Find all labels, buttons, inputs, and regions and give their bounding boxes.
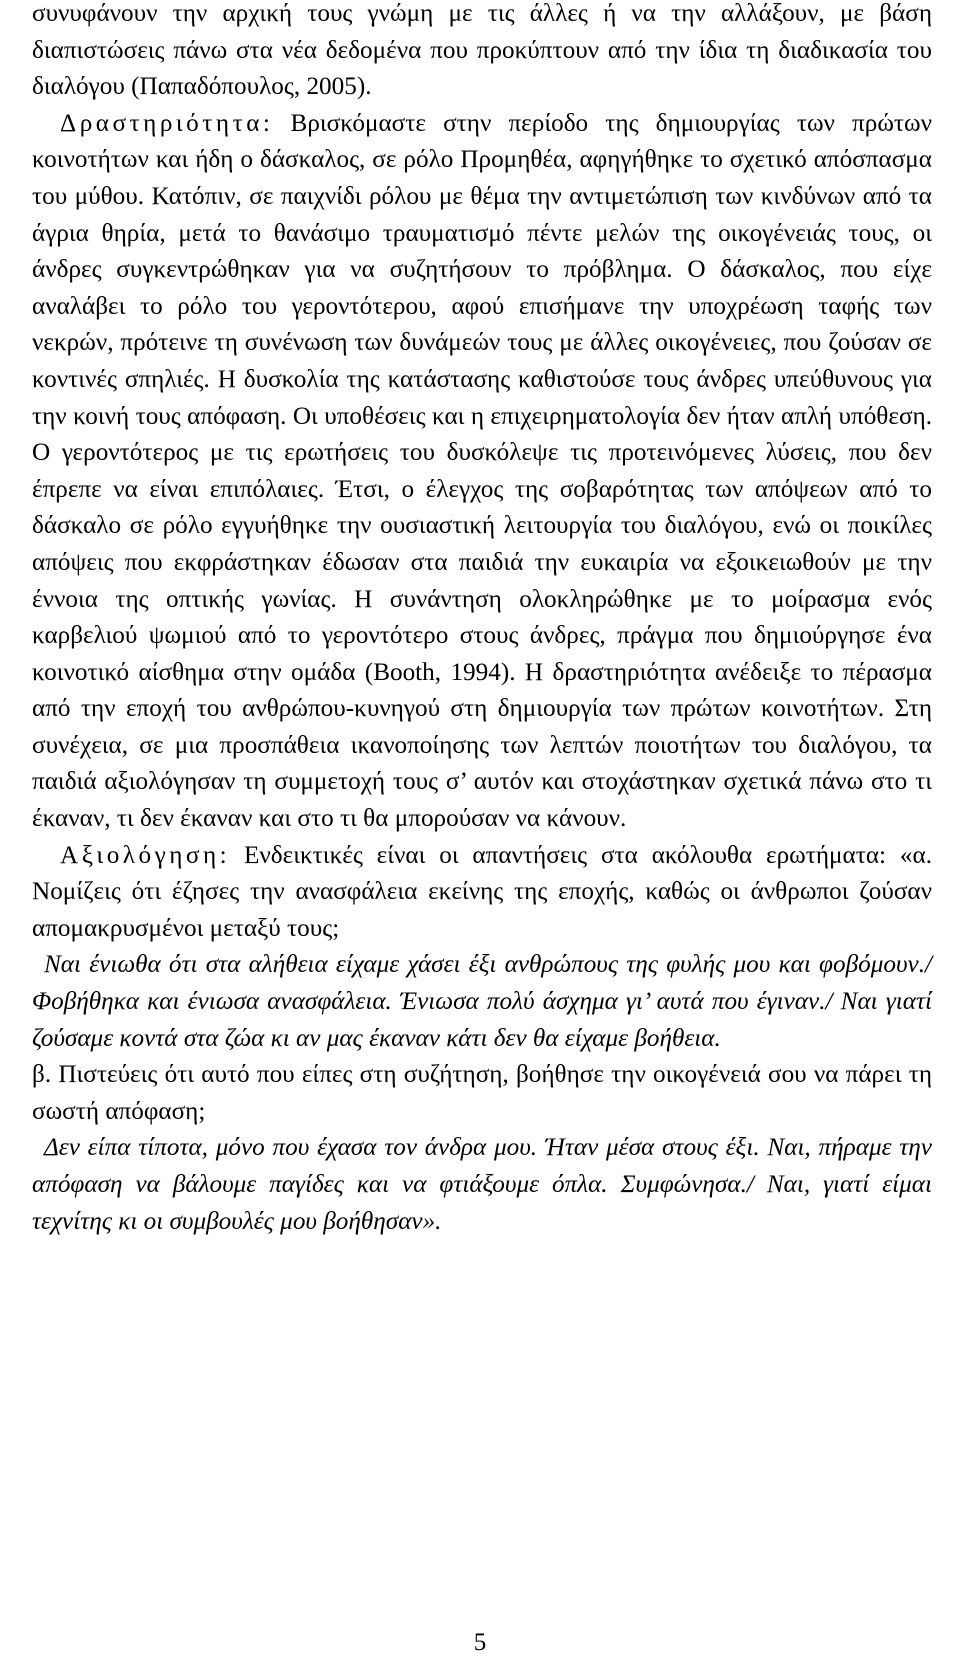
question-b-paragraph: β. Πιστεύεις ότι αυτό που είπες στη συζήτηση, βοήθησε την οικογένειά σου να πάρει τη σωστή απόφαση;: [32, 1061, 932, 1125]
answer-a-paragraph: Ναι ένιωθα ότι στα αλήθεια είχαμε χάσει έξι ανθρώπους της φυλής μου και φοβόμουν./ Φοβήθηκα και ένιωσα ανασφάλεια. Ένιωσα πολύ άσχημα γι’ αυτά που έγιναν./ Ναι γιατί ζούσαμε κοντά στα ζώα κι αν μας έκαναν κάτι δεν θα είχαμε βοήθεια.: [32, 951, 932, 1052]
document-body: [32, 0, 932, 1240]
activity-text: Βρισκόμαστε στην περίοδο της δημιουργίας των πρώτων κοινοτήτων και ήδη ο δάσκαλος, σε ρόλο Προμηθέα, αφηγήθηκε το σχετικό απόσπασμα του μύθου. Κατόπιν, σε παιχνίδι ρόλου με θέμα την αντιμετώπιση των κινδύνων από τα άγρια θηρία, μετά το θανάσιμο τραυματισμό πέντε μελών της οικογένειάς τους, οι άνδρες συγκεντρώθηκαν για να συζητήσουν το πρόβλημα. Ο δάσκαλος, που είχε αναλάβει το ρόλο του γεροντότερου, αφού επισήμανε την υποχρέωση ταφής των νεκρών, πρότεινε τη συνένωση των δυνάμεών τους με άλλες οικογένειες, που ζούσαν σε κοντινές σπηλιές. Η δυσκολία της κατάστασης καθιστούσε τους άνδρες υπεύθυνους για την κοινή τους απόφαση. Οι υποθέσεις και η επιχειρηματολογία δεν ήταν απλή υπόθεση. Ο γεροντότερος με τις ερωτήσεις του δυσκόλεψε τις προτεινόμενες λύσεις, που δεν έπρεπε να είναι επιπόλαιες. Έτσι, ο έλεγχος της σοβαρότητας των απόψεων από το δάσκαλο σε ρόλο εγγυήθηκε την ουσιαστική λειτουργία του διαλόγου, ενώ οι ποικίλες απόψεις που εκφράστηκαν έδωσαν στα παιδιά την ευκαιρία να εξοικειωθούν με την έννοια της οπτικής γωνίας. Η συνάντηση ολοκληρώθηκε με το μοίρασμα ενός καρβελιού ψωμιού από το γεροντότερο στους άνδρες, πράγμα που δημιούργησε ένα κοινοτικό αίσθημα στην ομάδα (Booth, 1994). Η δραστηριότητα ανέδειξε το πέρασμα από την εποχή του ανθρώπου-κυνηγού στη δημιουργία των πρώτων κοινοτήτων. Στη συνέχεια, σε μια προσπάθεια ικανοποίησης των λεπτών ποιοτήτων του διαλόγου, τα παιδιά αξιολόγησαν τη συμμετοχή τους σ’ αυτόν και στοχάστηκαν σχετικά πάνω στο τι έκαναν, τι δεν έκαναν και στο τι θα μπορούσαν να κάνουν.: [32, 109, 932, 833]
evaluation-paragraph: [32, 838, 932, 948]
page-number: 5: [473, 1629, 487, 1656]
evaluation-label: Αξιολόγηση:: [60, 841, 231, 869]
activity-label: Δραστηριότητα:: [60, 109, 274, 137]
evaluation-text: Ενδεικτικές είναι οι απαντήσεις στα ακόλουθα ερωτήματα: «α. Νομίζεις ότι έζησες την ανασφάλεια εκείνης της εποχής, καθώς οι άνθρωποι ζούσαν απομακρυσμένοι μεταξύ τους;: [32, 841, 932, 942]
answer-b-paragraph: Δεν είπα τίποτα, μόνο που έχασα τον άνδρα μου. Ήταν μέσα στους έξι. Ναι, πήραμε την απόφαση να βάλουμε παγίδες και να φτιάξουμε όπλα. Συμφώνησα./ Ναι, γιατί είμαι τεχνίτης κι οι συμβουλές μου βοήθησαν».: [32, 1134, 932, 1235]
activity-paragraph: [32, 106, 932, 838]
intro-paragraph: συνυφάνουν την αρχική τους γνώμη με τις άλλες ή να την αλλάξουν, με βάση διαπιστώσεις πάνω στα νέα δεδομένα που προκύπτουν από την ίδια τη διαδικασία του διαλόγου (Παπαδόπουλος, 2005).: [32, 0, 932, 101]
